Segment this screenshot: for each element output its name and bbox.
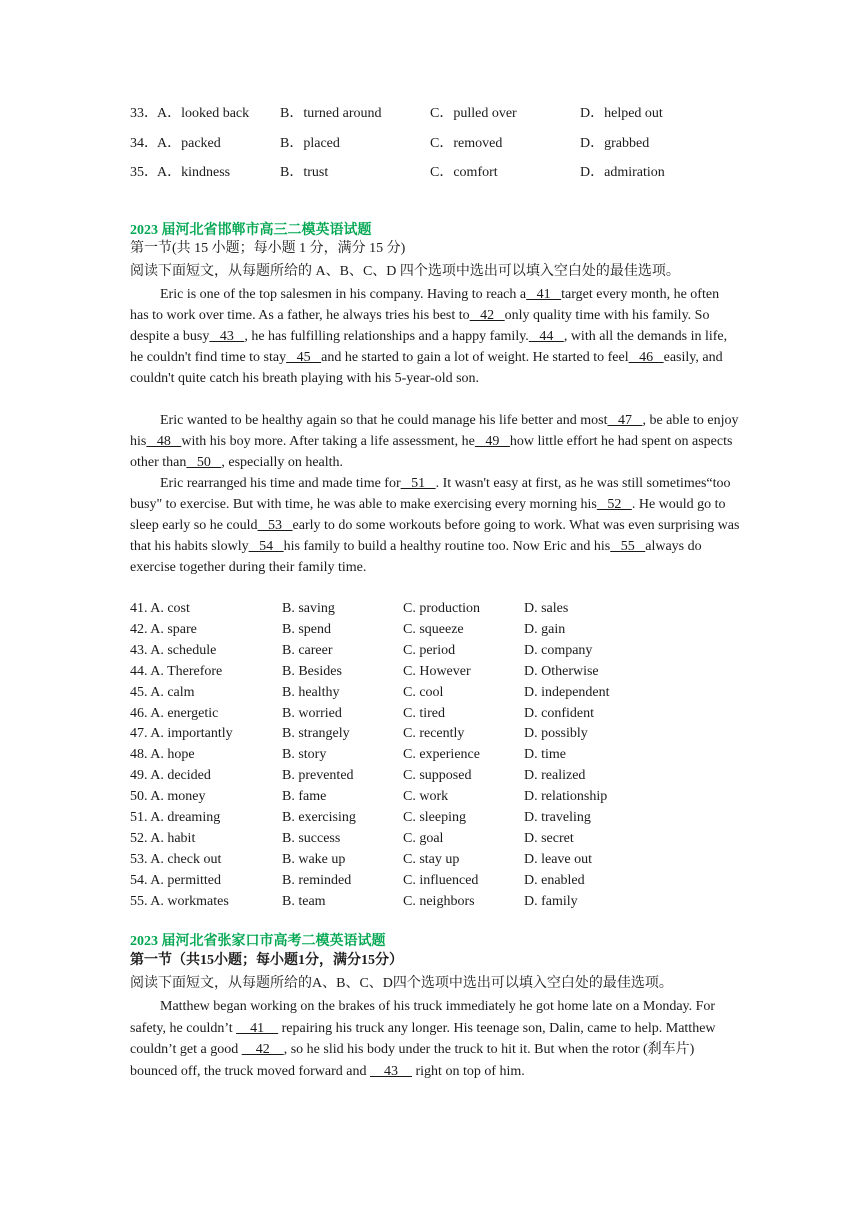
blank-42: 42 bbox=[241, 1042, 284, 1057]
option-c: C. tired bbox=[403, 705, 445, 721]
question-row bbox=[130, 640, 740, 661]
option-a: A．kindness bbox=[157, 165, 231, 180]
option-c: C. influenced bbox=[403, 872, 479, 888]
option-a: 52. A. habit bbox=[130, 830, 196, 846]
passage-text: , with all the demands in life, he couldn't find time to stay bbox=[130, 329, 728, 365]
option-c: C．comfort bbox=[430, 165, 498, 180]
option-d: D. time bbox=[524, 747, 566, 763]
passage-text: Eric rearranged his time and made time for bbox=[160, 476, 401, 491]
passage-text: , he has fulfilling relationships and a happy family. bbox=[244, 329, 529, 344]
question-row bbox=[130, 765, 740, 786]
option-a: 45. A. calm bbox=[130, 684, 195, 700]
option-c: C．removed bbox=[430, 136, 503, 151]
passage-text: . He would go to sleep early so he could bbox=[130, 497, 726, 533]
option-a: 51. A. dreaming bbox=[130, 810, 221, 825]
option-a: 53. A. check out bbox=[130, 851, 222, 867]
question-number: 34． bbox=[130, 136, 158, 151]
blank-43: 43 bbox=[209, 329, 245, 344]
blank-55: 55 bbox=[610, 539, 646, 554]
question-row bbox=[130, 598, 740, 619]
section-subtitle: 第一节（共15小题；每小题1分，满分15分） bbox=[130, 953, 403, 968]
option-c: C. neighbors bbox=[403, 893, 475, 909]
section-subtitle: 第一节(共 15 小题；每小题 1 分，满分 15 分) bbox=[130, 241, 406, 256]
option-c: C. work bbox=[403, 789, 449, 805]
passage-text: his family to build a healthy routine too. Now Eric and his bbox=[283, 539, 611, 554]
option-b: B. prevented bbox=[282, 768, 354, 784]
passage-text: Eric is one of the top salesmen in his company. Having to reach a bbox=[160, 287, 527, 302]
blank-48: 48 bbox=[146, 434, 182, 449]
passage-text: , be able to enjoy his bbox=[130, 413, 739, 449]
option-c: C. period bbox=[403, 642, 456, 658]
option-b: B. healthy bbox=[282, 684, 340, 700]
blank-51: 51 bbox=[400, 476, 436, 491]
option-a: 54. A. permitted bbox=[130, 872, 221, 888]
option-b: B. worried bbox=[282, 705, 342, 721]
passage-text: target every month, he often has to work over time. As a father, he always tries his best to bbox=[130, 287, 720, 323]
option-b: B. career bbox=[282, 642, 333, 658]
passage-paragraph-3 bbox=[130, 473, 740, 578]
question-row bbox=[130, 661, 740, 682]
option-b: B. reminded bbox=[282, 872, 352, 888]
option-d: D. sales bbox=[524, 601, 569, 616]
question-row bbox=[130, 828, 740, 849]
option-d: D. traveling bbox=[524, 810, 591, 825]
blank-50: 50 bbox=[186, 455, 222, 470]
option-a: 44. A. Therefore bbox=[130, 663, 223, 679]
option-b: B. spend bbox=[282, 621, 331, 637]
blank-44: 44 bbox=[528, 329, 564, 344]
passage-text: early to do some workouts before going to work. What was even surprising was that his habits slowly bbox=[130, 518, 740, 554]
option-c: C．pulled over bbox=[430, 106, 517, 121]
option-a: A．packed bbox=[157, 136, 221, 151]
blank-46: 46 bbox=[628, 350, 664, 365]
blank-52: 52 bbox=[596, 497, 632, 512]
question-row bbox=[130, 744, 740, 765]
option-c: C. supposed bbox=[403, 768, 472, 784]
option-d: D. enabled bbox=[524, 872, 585, 888]
option-b: B. team bbox=[282, 893, 326, 909]
question-number: 33． bbox=[130, 106, 158, 121]
blank-45: 45 bbox=[286, 350, 322, 365]
option-b: B．placed bbox=[280, 136, 340, 151]
question-row bbox=[130, 870, 740, 891]
passage-text: right on top of him. bbox=[412, 1063, 525, 1079]
option-b: B. success bbox=[282, 830, 341, 846]
blank-47: 47 bbox=[607, 413, 643, 428]
section-instruction: 阅读下面短文，从每题所给的 A、B、C、D 四个选项中选出可以填入空白处的最佳选项。 bbox=[130, 264, 680, 279]
option-b: B．turned around bbox=[280, 106, 382, 121]
blank-43: 43 bbox=[370, 1063, 412, 1079]
passage-paragraph-2 bbox=[130, 410, 740, 473]
blank-54: 54 bbox=[248, 539, 284, 554]
option-c: C. squeeze bbox=[403, 621, 464, 637]
option-c: C. production bbox=[403, 601, 480, 616]
section-title: 2023 届河北省张家口市高考二模英语试题 bbox=[130, 934, 386, 949]
passage-text: and he started to gain a lot of weight. He started to feel bbox=[321, 350, 629, 365]
blank-49: 49 bbox=[474, 434, 510, 449]
option-b: B. story bbox=[282, 747, 327, 763]
option-b: B. exercising bbox=[282, 810, 356, 825]
option-c: C. stay up bbox=[403, 851, 460, 867]
question-row bbox=[130, 723, 740, 744]
section-title: 2023 届河北省邯郸市高三二模英语试题 bbox=[130, 223, 372, 238]
question-row bbox=[130, 619, 740, 640]
option-d: D. possibly bbox=[524, 726, 588, 742]
option-d: D. family bbox=[524, 893, 578, 909]
option-a: 50. A. money bbox=[130, 789, 206, 805]
option-d: D. secret bbox=[524, 830, 574, 846]
option-a: 48. A. hope bbox=[130, 747, 195, 763]
option-b: B. fame bbox=[282, 789, 327, 805]
passage-text: . It wasn't easy at first, as he was still sometimes“too busy" to exercise. But with time, he was able to make exercising every morning his bbox=[130, 476, 731, 512]
option-c: C. recently bbox=[403, 726, 465, 742]
option-b: B. saving bbox=[282, 601, 335, 616]
option-a: 47. A. importantly bbox=[130, 726, 233, 742]
passage-text: always do exercise together during their family time. bbox=[130, 539, 702, 575]
passage-text: , especially on health. bbox=[221, 455, 344, 470]
option-a: 42. A. spare bbox=[130, 621, 197, 637]
option-d: D．admiration bbox=[580, 165, 665, 180]
passage-text: only quality time with his family. So despite a busy bbox=[130, 308, 710, 344]
option-d: D. relationship bbox=[524, 789, 608, 805]
question-row bbox=[130, 891, 740, 912]
option-c: C. However bbox=[403, 663, 471, 679]
option-d: D. leave out bbox=[524, 851, 593, 867]
question-number: 35． bbox=[130, 165, 158, 180]
passage-text: how little effort he had spent on aspects other than bbox=[130, 434, 733, 470]
passage-text: Matthew began working on the brakes of his truck immediately he got home late on a Monday. For safety, he couldn’t bbox=[130, 999, 716, 1036]
option-d: D．helped out bbox=[580, 106, 663, 121]
question-row bbox=[130, 849, 740, 870]
passage-text: , so he slid his body under the truck to hit it. But when the rotor (刹车片) bounced off, the truck moved forward and bbox=[130, 1042, 695, 1079]
question-row bbox=[130, 807, 740, 828]
passage-text: easily, and couldn't quite catch his breath playing with his 5-year-old son. bbox=[130, 350, 723, 386]
option-d: D. independent bbox=[524, 684, 610, 700]
option-d: D. realized bbox=[524, 768, 586, 784]
option-b: B. wake up bbox=[282, 851, 346, 867]
option-a: A．looked back bbox=[157, 106, 250, 121]
question-row bbox=[130, 786, 740, 807]
question-row bbox=[130, 703, 740, 724]
option-d: D. Otherwise bbox=[524, 663, 599, 679]
passage-text: with his boy more. After taking a life assessment, he bbox=[181, 434, 475, 449]
option-a: 41. A. cost bbox=[130, 601, 190, 616]
option-c: C. experience bbox=[403, 747, 480, 763]
passage-paragraph-1 bbox=[130, 284, 740, 389]
blank-53: 53 bbox=[257, 518, 293, 533]
option-b: B. strangely bbox=[282, 726, 350, 742]
option-b: B. Besides bbox=[282, 663, 342, 679]
passage-paragraph-1 bbox=[130, 996, 740, 1082]
option-d: D. gain bbox=[524, 621, 566, 637]
option-a: 49. A. decided bbox=[130, 768, 211, 784]
option-a: 55. A. workmates bbox=[130, 893, 229, 909]
option-a: 46. A. energetic bbox=[130, 705, 219, 721]
option-d: D．grabbed bbox=[580, 136, 650, 151]
option-c: C. sleeping bbox=[403, 810, 466, 825]
passage-text: repairing his truck any longer. His teenage son, Dalin, came to help. Matthew couldn’t get a good bbox=[130, 1020, 716, 1057]
option-d: D. confident bbox=[524, 705, 594, 721]
option-d: D. company bbox=[524, 642, 593, 658]
option-b: B．trust bbox=[280, 165, 329, 180]
option-c: C. cool bbox=[403, 684, 444, 700]
blank-41: 41 bbox=[526, 287, 562, 302]
blank-42: 42 bbox=[469, 308, 505, 323]
question-row bbox=[130, 682, 740, 703]
blank-41: 41 bbox=[236, 1020, 279, 1036]
option-c: C. goal bbox=[403, 830, 444, 846]
option-a: 43. A. schedule bbox=[130, 642, 217, 658]
section-instruction: 阅读下面短文，从每题所给的A、B、C、D四个选项中选出可以填入空白处的最佳选项。 bbox=[130, 976, 673, 991]
passage-text: Eric wanted to be healthy again so that he could manage his life better and most bbox=[160, 413, 608, 428]
